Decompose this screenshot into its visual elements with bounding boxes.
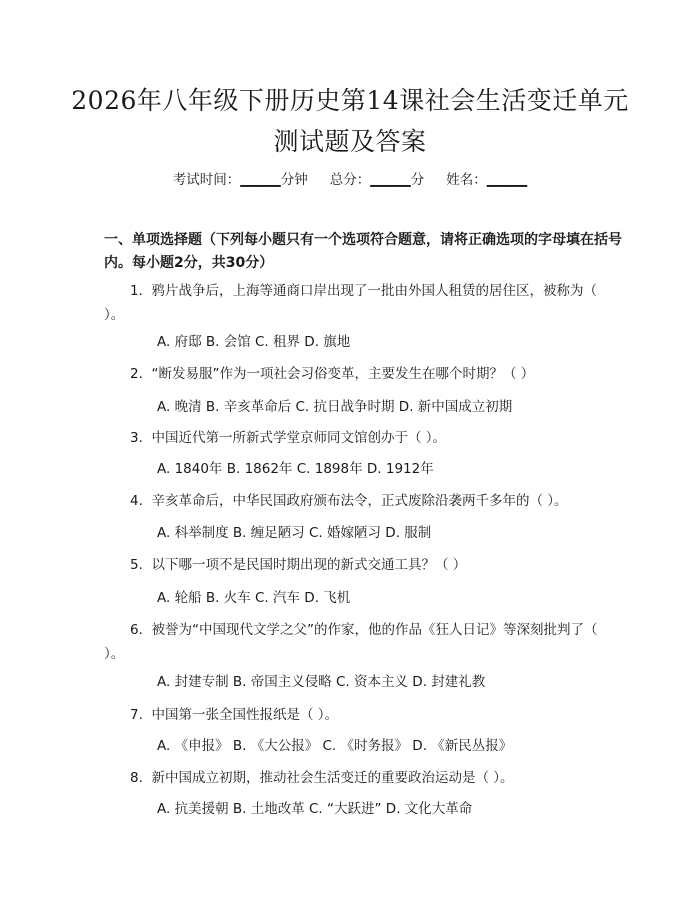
total-score-blank: ______: [370, 172, 411, 188]
question-7-options: A. 《申报》 B. 《大公报》 C. 《时务报》 D. 《新民丛报》: [157, 738, 513, 754]
question-3-options: A. 1840年 B. 1862年 C. 1898年 D. 1912年: [157, 461, 434, 477]
question-5-options: A. 轮船 B. 火车 C. 汽车 D. 飞机: [157, 590, 351, 606]
exam-time-label: 考试时间：: [172, 172, 241, 188]
question-1-stem: 1. 鸦片战争后，上海等通商口岸出现了一批由外国人租赁的居住区，被称为（ ）。: [104, 283, 597, 323]
question-2-options: A. 晚清 B. 辛亥革命后 C. 抗日战争时期 D. 新中国成立初期: [157, 399, 513, 415]
student-name-blank: ______: [486, 172, 528, 188]
document-title: 2026年八年级下册历史第14课社会生活变迁单元测试题及答案: [71, 86, 629, 156]
question-8-stem: 8. 新中国成立初期，推动社会生活变迁的重要政治运动是（ ）。: [130, 770, 514, 786]
question-4-options: A. 科举制度 B. 缠足陋习 C. 婚嫁陋习 D. 服制: [157, 525, 432, 541]
question-5-stem: 5. 以下哪一项不是民国时期出现的新式交通工具？（ ）: [130, 557, 467, 573]
total-score-label: 总分：: [329, 172, 371, 188]
student-name-label: 姓名：: [446, 172, 487, 188]
question-2-stem: 2. “断发易服”作为一项社会习俗变革，主要发生在哪个时期？（ ）: [130, 366, 535, 382]
exam-time-blank: ______: [240, 172, 281, 188]
exam-info-line: [0, 168, 700, 188]
question-4-stem: 4. 辛亥革命后，中华民国政府颁布法令，正式废除沿袭两千多年的（ ）。: [130, 493, 568, 509]
question-6-options: A. 封建专制 B. 帝国主义侵略 C. 资本主义 D. 封建礼教: [157, 674, 486, 690]
section-heading: 一、单项选择题（下列每小题只有一个选项符合题意，请将正确选项的字母填在括号内。每小题2分，共30分）: [104, 232, 622, 271]
question-6-stem: 6. 被誉为“中国现代文学之父”的作家，他的作品《狂人日记》等深刻批判了（ ）。: [104, 622, 598, 662]
question-3-stem: 3. 中国近代第一所新式学堂京师同文馆创办于（ ）。: [130, 430, 447, 446]
question-1-options: A. 府邸 B. 会馆 C. 租界 D. 旗地: [157, 334, 351, 350]
question-8-options: A. 抗美援朝 B. 土地改革 C. “大跃进” D. 文化大革命: [157, 801, 473, 817]
total-score-unit: 分: [410, 172, 425, 188]
question-7-stem: 7. 中国第一张全国性报纸是（ ）。: [130, 707, 339, 723]
exam-time-unit: 分钟: [280, 172, 308, 188]
